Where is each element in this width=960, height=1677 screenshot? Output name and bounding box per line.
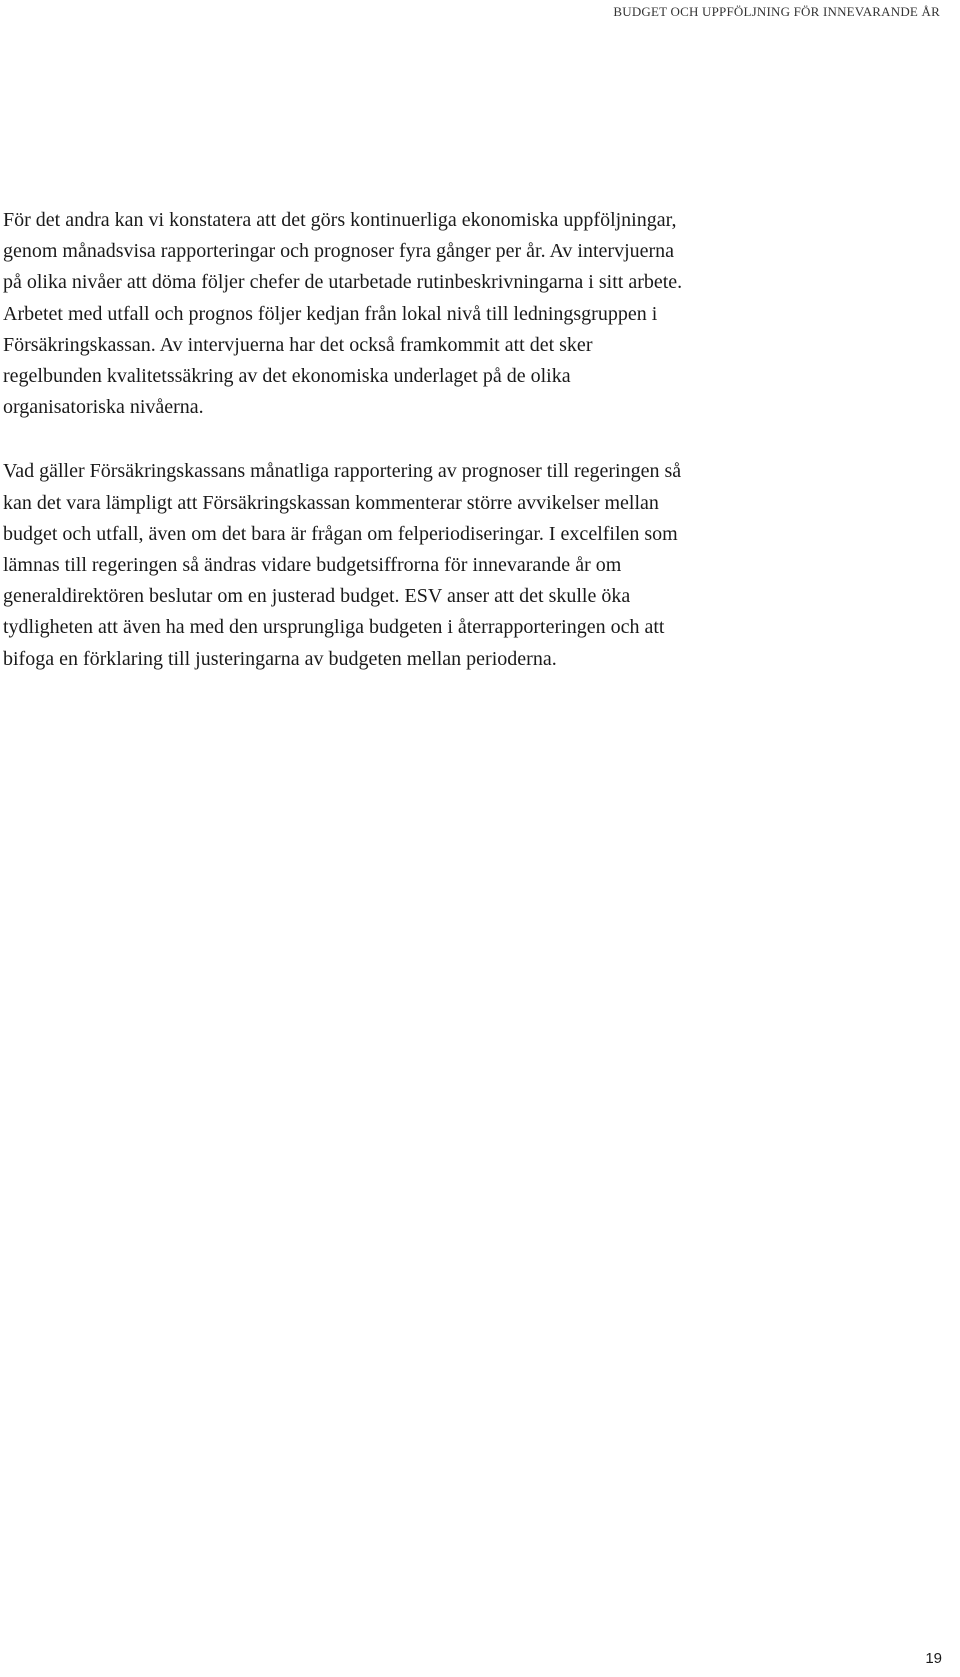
running-header: BUDGET OCH UPPFÖLJNING FÖR INNEVARANDE ÅR [613, 4, 940, 19]
text-line: budget och utfall, även om det bara är frågan om felperiodiseringar. I excelfilen som [3, 522, 678, 545]
body-text [3, 205, 958, 675]
text-line: Vad gäller Försäkringskassans månatliga rapportering av prognoser till regeringen så [3, 460, 682, 483]
text-line: regelbunden kvalitetssäkring av det ekonomiska underlaget på de olika [3, 365, 571, 388]
text-line: genom månadsvisa rapporteringar och prognoser fyra gånger per år. Av intervjuerna [3, 240, 675, 263]
text-line: lämnas till regeringen så ändras vidare budgetsiffrorna för innevarande år om [3, 554, 622, 577]
text-line: För det andra kan vi konstatera att det görs kontinuerliga ekonomiska uppföljningar, [3, 209, 677, 231]
page-number: 19 [925, 1650, 942, 1667]
text-line: kan det vara lämpligt att Försäkringskassan kommenterar större avvikelser mellan [3, 491, 659, 514]
text-line: Arbetet med utfall och prognos följer kedjan från lokal nivå till ledningsgruppen i [3, 302, 658, 325]
text-line: bifoga en förklaring till justeringarna av budgeten mellan perioderna. [3, 647, 557, 670]
text-line: organisatoriska nivåerna. [3, 396, 204, 419]
text-line: tydligheten att även ha med den ursprungliga budgeten i återrapporteringen och att [3, 616, 665, 639]
paragraph [3, 456, 958, 674]
paragraph [3, 205, 958, 423]
text-line: generaldirektören beslutar om en justerad budget. ESV anser att det skulle öka [3, 585, 631, 608]
text-line: på olika nivåer att döma följer chefer de utarbetade rutinbeskrivningarna i sitt arbete. [3, 271, 683, 294]
text-line: Försäkringskassan. Av intervjuerna har det också framkommit att det sker [3, 333, 593, 356]
